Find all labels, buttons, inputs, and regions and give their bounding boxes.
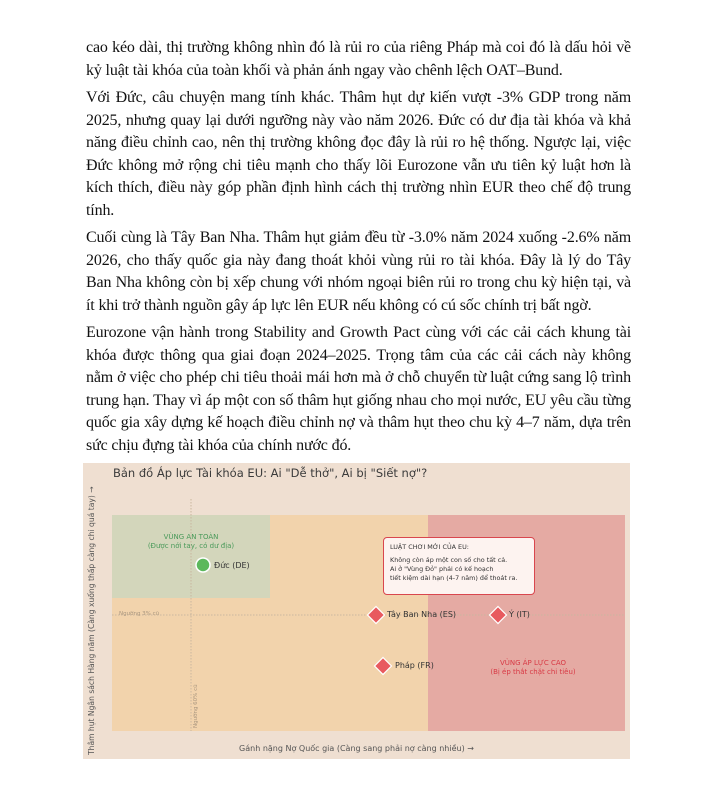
- high-zone-label: [448, 659, 618, 677]
- safe-zone-title: VÙNG AN TOÀN: [163, 533, 219, 541]
- eu-rules-callout: [383, 537, 535, 595]
- y-axis-label: Thâm hụt Ngân sách Hàng năm (Càng xuống thấp càng chi quá tay) →: [87, 486, 96, 755]
- document-body: [86, 0, 631, 759]
- paragraph: Cuối cùng là Tây Ban Nha. Thâm hụt giảm đều từ -3.0% năm 2024 xuống -2.6% năm 2026, cho thấy quốc gia này đang thoát khỏi vùng rủi ro tài khóa. Đây là lý do Tây Ban Nha không còn bị xếp chung với nhóm ngoại biên rủi ro trong chu kỳ hiện tại, và ít khi trở thành nguồn gây áp lực lên EUR nếu không có cú sốc chính trị bất ngờ.: [86, 229, 631, 314]
- point-de-marker: [196, 558, 210, 572]
- x-axis-label: Gánh nặng Nợ Quốc gia (Càng sang phải nợ càng nhiều) →: [239, 744, 474, 753]
- safe-zone-subtitle: (Được nới tay, có dư địa): [147, 542, 235, 550]
- high-zone-subtitle: (Bị ép thắt chặt chi tiêu): [490, 668, 576, 676]
- callout-line: Không còn áp một con số cho tất cả.: [390, 556, 508, 564]
- chart-title: Bản đồ Áp lực Tài khóa EU: Ai "Dễ thở", Ai bị "Siết nợ"?: [113, 466, 428, 480]
- fiscal-pressure-map: [83, 463, 630, 759]
- plot-area: [83, 463, 630, 759]
- paragraph: Eurozone vận hành trong Stability and Growth Pact cùng với các cải cách khung tài khóa được thông qua giai đoạn 2024–2025. Trọng tâm của các cải cách này không nằm ở việc cho phép chi tiêu thoải mái hơn mà ở chỗ chuyển từ luật cứng sang lộ trình trung hạn. Thay vì áp một con số thâm hụt giống nhau cho mọi nước, EU yêu cầu từng quốc gia xây dựng kế hoạch điều chỉnh nợ và thâm hụt theo chu kỳ 4–7 năm, dựa trên sức chịu đựng tài khóa của chính nước đó.: [86, 324, 631, 454]
- point-de-label: Đức (DE): [214, 561, 250, 570]
- high-zone-title: VÙNG ÁP LỰC CAO: [499, 659, 567, 667]
- reference-label-vertical: Ngưỡng 60% cũ: [193, 684, 199, 728]
- point-it-label: Ý (IT): [509, 610, 530, 619]
- point-fr-label: Pháp (FR): [395, 661, 434, 670]
- paragraph: cao kéo dài, thị trường không nhìn đó là rủi ro của riêng Pháp mà coi đó là dấu hỏi về kỷ luật tài khóa của toàn khối và phản ánh ngay vào chênh lệch OAT–Bund.: [86, 39, 631, 79]
- reference-label-horizontal: Ngưỡng 3% cũ: [119, 611, 160, 617]
- paragraph: Với Đức, câu chuyện mang tính khác. Thâm hụt dự kiến vượt -3% GDP trong năm 2025, nhưng quay lại dưới ngưỡng này vào năm 2026. Đức có dư địa tài khóa và khả năng điều chỉnh cao, nên thị trường không đọc đây là rủi ro hệ thống. Ngược lại, việc Đức không mở rộng chi tiêu mạnh cho thấy lõi Eurozone vẫn ưu tiên kỷ luật hơn là kích thích, điều này góp phần định hình cách thị trường nhìn EUR theo chế độ trung tính.: [86, 89, 631, 219]
- point-es-label: Tây Ban Nha (ES): [387, 610, 457, 619]
- safe-zone-label: [121, 533, 261, 551]
- callout-title: LUẬT CHƠI MỚI CỦA EU:: [390, 543, 469, 551]
- callout-line: tiết kiệm dài hạn (4-7 năm) để thoát ra.: [390, 574, 518, 582]
- callout-line: Ai ở "Vùng Đỏ" phải có kế hoạch: [390, 565, 494, 573]
